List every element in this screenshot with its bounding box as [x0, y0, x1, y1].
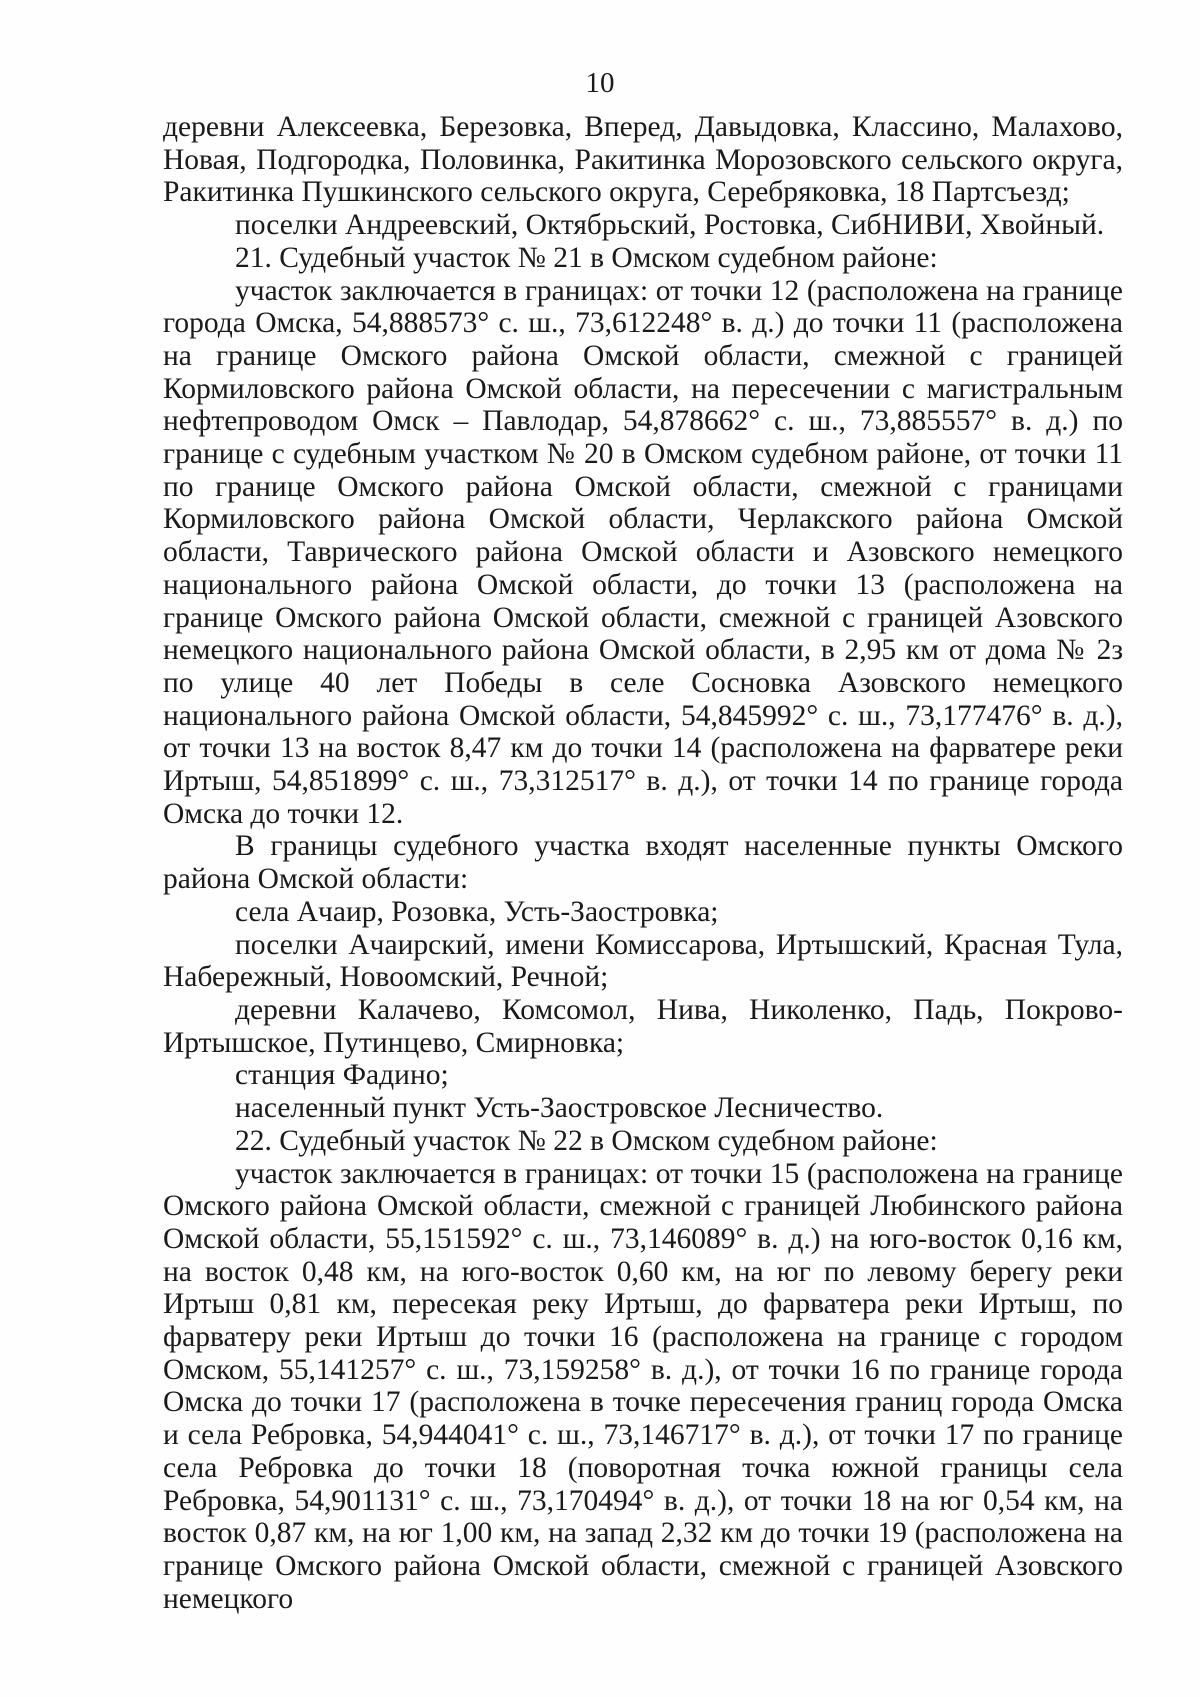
section-heading-21: 21. Судебный участок № 21 в Омском судебном районе:	[235, 241, 938, 274]
paragraph-settlements-21: поселки Ачаирский, имени Комиссарова, Иртышский, Красная Тула, Набережный, Новоомский, Речной;	[163, 928, 1123, 994]
paragraph-localities-intro-21: В границы судебного участка входят населенные пункты Омского района Омской области:	[163, 830, 1123, 896]
paragraph-boundaries-22: участок заключается в границах: от точки 15 (расположена на границе Омского района Омской области, смежной с границей Любинского района Омской области, 55,151592° с. ш., 73,146089° в. д.) на юго-восток 0,16 км, на восток 0,48 км, на юго-восток 0,60 км, на юг по левому берегу реки Иртыш 0,81 км, пересекая реку Иртыш, до фарватера реки Иртыш, по фарватеру реки Иртыш до точки 16 (расположена на границе с городом Омском, 55,141257° с. ш., 73,159258° в. д.), от точки 16 по границе города Омска до точки 17 (расположена в точке пересечения границ города Омска и села Ребровка, 54,944041° с. ш., 73,146717° в. д.), от точки 17 по границе села Ребровка до точки 18 (поворотная точка южной границы села Ребровка, 54,901131° с. ш., 73,170494° в. д.), от точки 18 на юг 0,54 км, на восток 0,87 км, на юг 1,00 км, на запад 2,32 км до точки 19 (расположена на границе Омского района Омской области, смежной с границей Азовского немецкого	[163, 1157, 1123, 1615]
section-heading-22: 22. Судебный участок № 22 в Омском судебном районе:	[235, 1124, 938, 1157]
page-number: 10	[585, 67, 615, 99]
paragraph-villages-selo-21: села Ачаир, Розовка, Усть-Заостровка;	[235, 895, 719, 928]
paragraph-villages-continued: деревни Алексеевка, Березовка, Вперед, Давыдовка, Классино, Малахово, Новая, Подгородка, Половинка, Ракитинка Морозовского сельского округа, Ракитинка Пушкинского сельского округа, Серебряковка, 18 Партсъезд;	[163, 111, 1123, 209]
paragraph-settlements: поселки Андреевский, Октябрьский, Ростовка, СибНИВИ, Хвойный.	[235, 209, 1105, 242]
paragraph-locality-21: населенный пункт Усть-Заостровское Лесничество.	[235, 1092, 884, 1125]
paragraph-station-21: станция Фадино;	[235, 1059, 449, 1092]
paragraph-boundaries-21: участок заключается в границах: от точки 12 (расположена на границе города Омска, 54,888573° с. ш., 73,612248° в. д.) до точки 11 (расположена на границе Омского района Омской области, смежной с границей Кормиловского района Омской области, на пересечении с магистральным нефтепроводом Омск – Павлодар, 54,878662° с. ш., 73,885557° в. д.) по границе с судебным участком № 20 в Омском судебном районе, от точки 11 по границе Омского района Омской области, смежной с границами Кормиловского района Омской области, Черлакского района Омской области, Таврического района Омской области и Азовского немецкого национального района Омской области, до точки 13 (расположена на границе Омского района Омской области, смежной с границей Азовского немецкого национального района Омской области, в 2,95 км от дома № 2з по улице 40 лет Победы в селе Сосновка Азовского немецкого национального района Омской области, 54,845992° с. ш., 73,177476° в. д.), от точки 13 на восток 8,47 км до точки 14 (расположена на фарватере реки Иртыш, 54,851899° с. ш., 73,312517° в. д.), от точки 14 по границе города Омска до точки 12.	[163, 274, 1123, 830]
paragraph-derevni-21: деревни Калачево, Комсомол, Нива, Николенко, Падь, Покрово-Иртышское, Путинцево, Смирновка;	[163, 993, 1123, 1059]
document-body	[163, 111, 1123, 1615]
